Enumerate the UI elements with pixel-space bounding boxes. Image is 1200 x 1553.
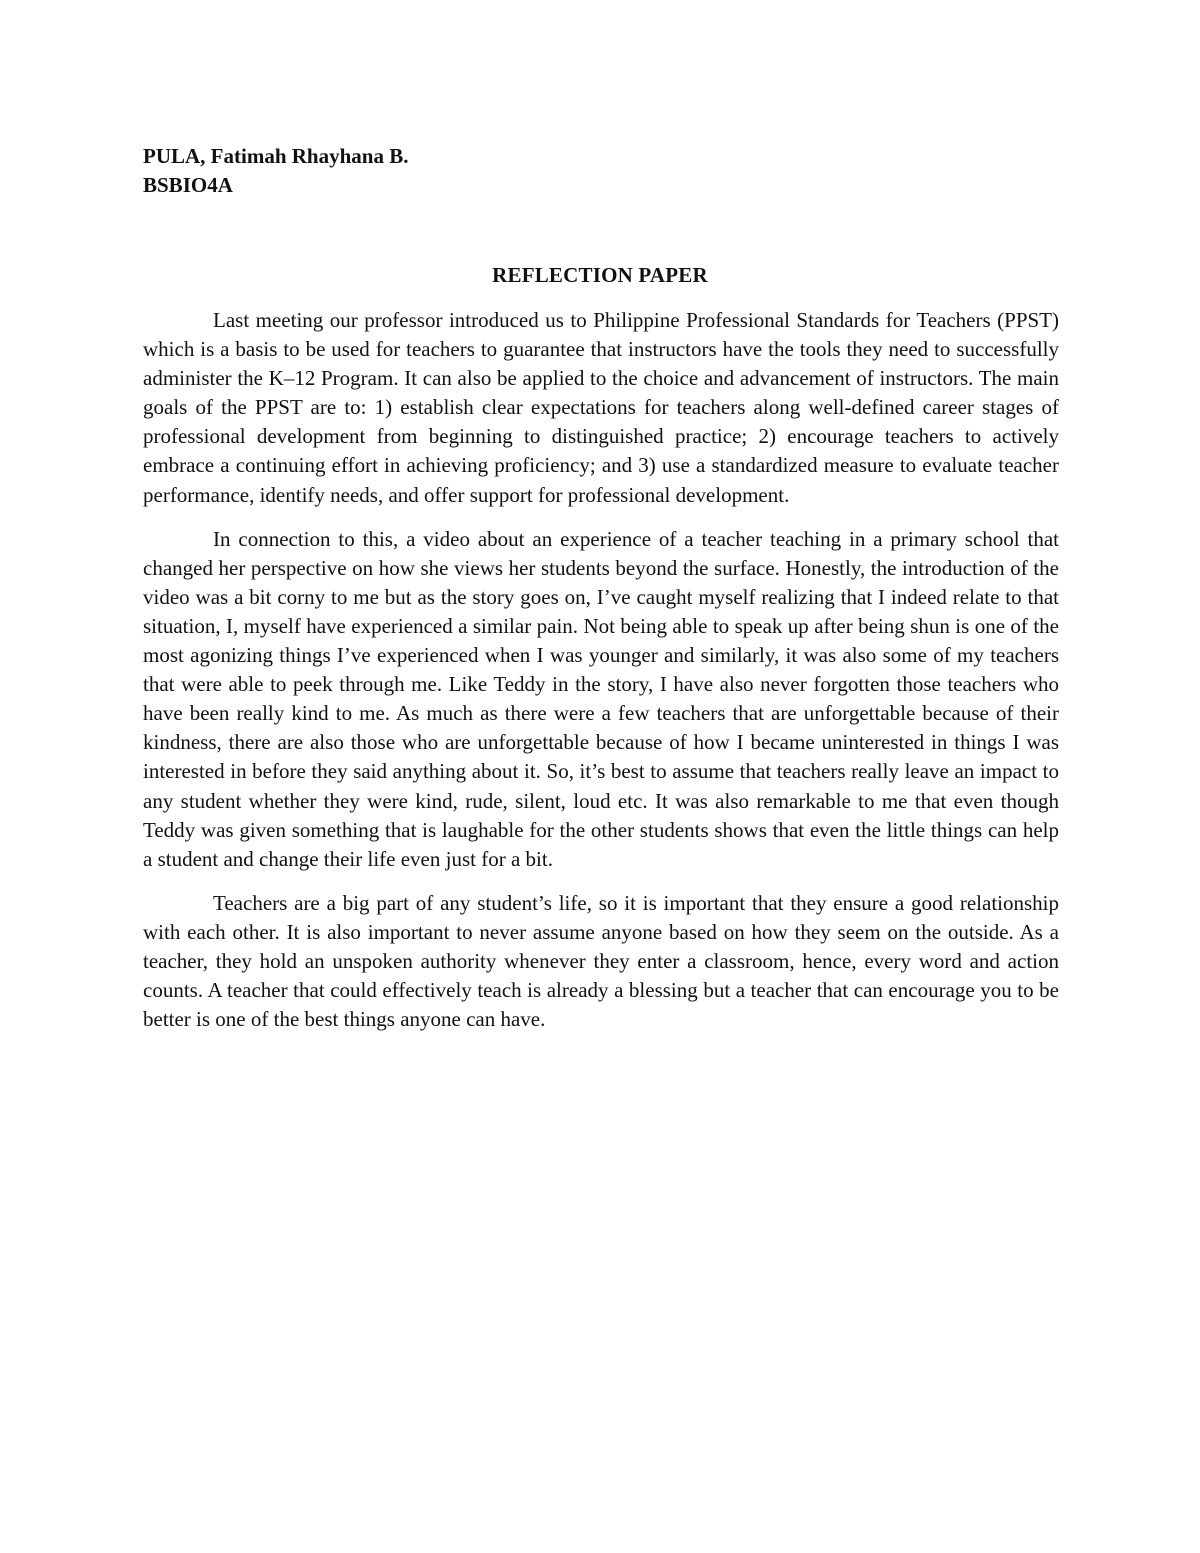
document-header — [143, 142, 408, 200]
paragraph-1: Last meeting our professor introduced us to Philippine Professional Standards for Teachers (PPST) which is a basis to be used for teachers to guarantee that instructors have the tools they need to successfully administer the K–12 Program. It can also be applied to the choice and advancement of instructors. The main goals of the PPST are to: 1) establish clear expectations for teachers along well-defined career stages of professional development from beginning to distinguished practice; 2) encourage teachers to actively embrace a continuing effort in achieving proficiency; and 3) use a standardized measure to evaluate teacher performance, identify needs, and offer support for professional development. — [143, 308, 1059, 507]
author-name: PULA, Fatimah Rhayhana B. — [143, 144, 409, 168]
paragraph-3: Teachers are a big part of any student’s life, so it is important that they ensure a good relationship with each other. It is also important to never assume anyone based on how they seem on the outside. As a teacher, they hold an unspoken authority whenever they enter a classroom, hence, every word and action counts. A teacher that could effectively teach is already a blessing but a teacher that can encourage you to be better is one of the best things anyone can have. — [143, 890, 1059, 1032]
student-section: BSBIO4A — [143, 173, 233, 197]
paragraph-2: In connection to this, a video about an experience of a teacher teaching in a primary school that changed her perspective on how she views her students beyond the surface. Honestly, the introduction of the video was a bit corny to me but as the story goes on, I’ve caught myself realizing that I indeed relate to that situation, I, myself have experienced a similar pain. Not being able to speak up after being shun is one of the most agonizing things I’ve experienced when I was younger and similarly, it was also some of my teachers that were able to peek through me. Like Teddy in the story, I have also never forgotten those teachers who have been really kind to me. As much as there were a few teachers that are unforgettable because of their kindness, there are also those who are unforgettable because of how I became uninterested in things I was interested in before they said anything about it. So, it’s best to assume that teachers really leave an impact to any student whether they were kind, rude, silent, loud etc. It was also remarkable to me that even though Teddy was given something that is laughable for the other students shows that even the little things can help a student and change their life even just for a bit. — [143, 526, 1059, 871]
paper-body — [143, 306, 1059, 1049]
paper-title: REFLECTION PAPER — [492, 263, 708, 287]
